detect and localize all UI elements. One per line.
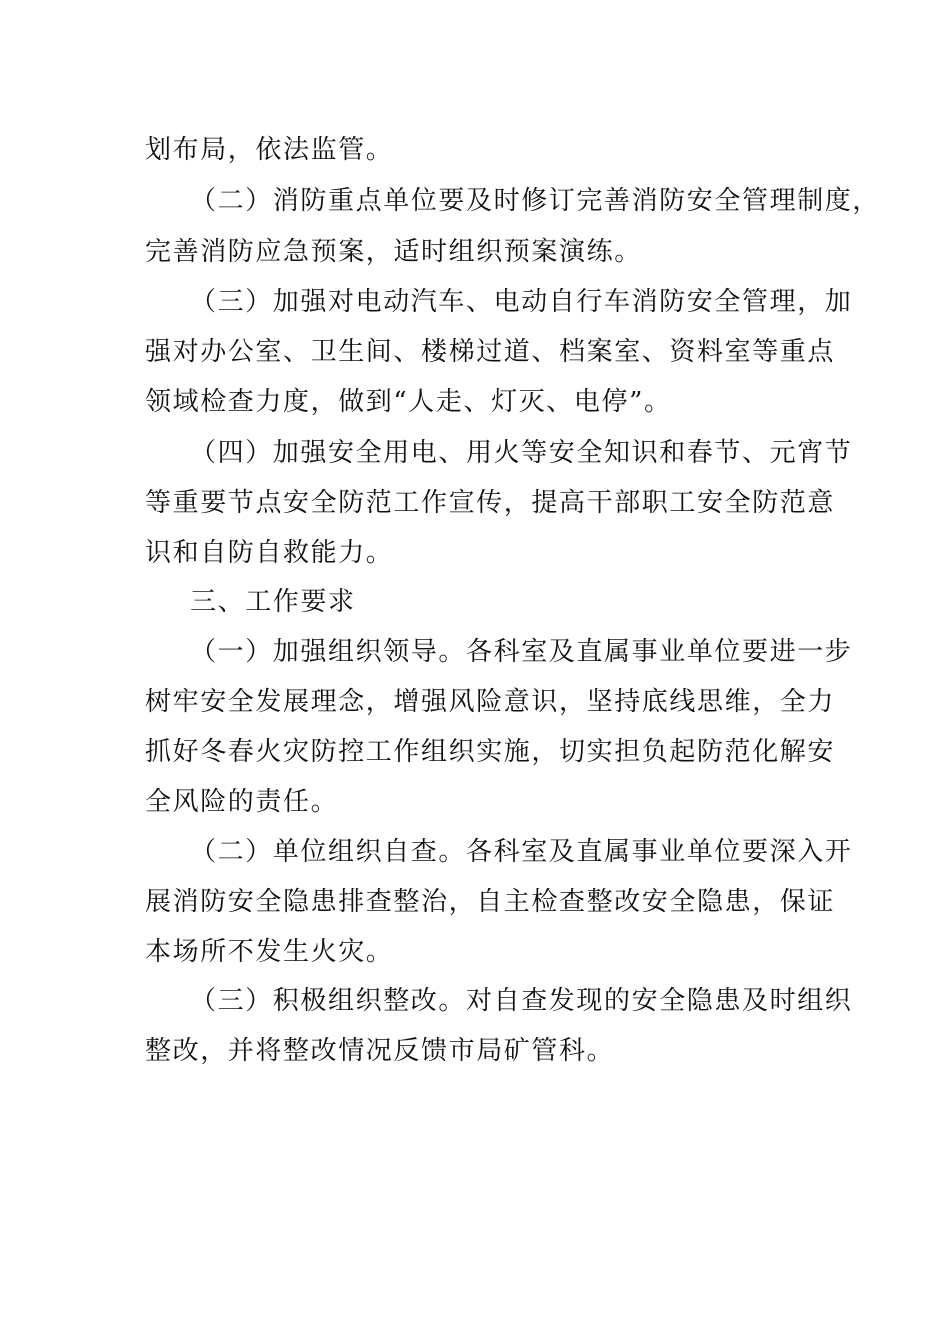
text-line-req-2-1: （二）单位组织自查。各科室及直属事业单位要深入开 <box>190 837 853 867</box>
text-line-req-1-1: （一）加强组织领导。各科室及直属事业单位要进一步 <box>190 637 853 667</box>
text-line-req-1-4: 全风险的责任。 <box>145 787 339 817</box>
text-line-item-4-3: 识和自防自救能力。 <box>145 538 394 568</box>
text-line-req-3-1: （三）积极组织整改。对自查发现的安全隐患及时组织 <box>190 986 853 1016</box>
text-line-req-1-2: 树牢安全发展理念，增强风险意识，坚持底线思维，全力 <box>145 687 836 717</box>
text-line-item-3-2: 强对办公室、卫生间、楼梯过道、档案室、资料室等重点 <box>145 337 836 367</box>
text-line-item-3-1: （三）加强对电动汽车、电动自行车消防安全管理，加 <box>190 287 853 317</box>
text-line-req-2-3: 本场所不发生火灾。 <box>145 937 394 967</box>
text-line-item-2-1: （二）消防重点单位要及时修订完善消防安全管理制度， <box>190 186 881 216</box>
text-line-item-3-3: 领域检查力度，做到“人走、灯灭、电停”。 <box>145 387 672 417</box>
text-line-item-4-1: （四）加强安全用电、用火等安全知识和春节、元宵节 <box>190 438 853 468</box>
text-line-req-1-3: 抓好冬春火灾防控工作组织实施，切实担负起防范化解安 <box>145 737 836 767</box>
section-heading-work-requirements: 三、工作要求 <box>190 587 356 617</box>
text-line-item-4-2: 等重要节点安全防范工作宣传，提高干部职工安全防范意 <box>145 488 836 518</box>
text-line-continuation: 划布局，依法监管。 <box>145 135 394 165</box>
text-line-req-3-2: 整改，并将整改情况反馈市局矿管科。 <box>145 1036 615 1066</box>
text-line-req-2-2: 展消防安全隐患排查整治，自主检查整改安全隐患，保证 <box>145 887 836 917</box>
text-line-item-2-2: 完善消防应急预案，适时组织预案演练。 <box>145 237 642 267</box>
